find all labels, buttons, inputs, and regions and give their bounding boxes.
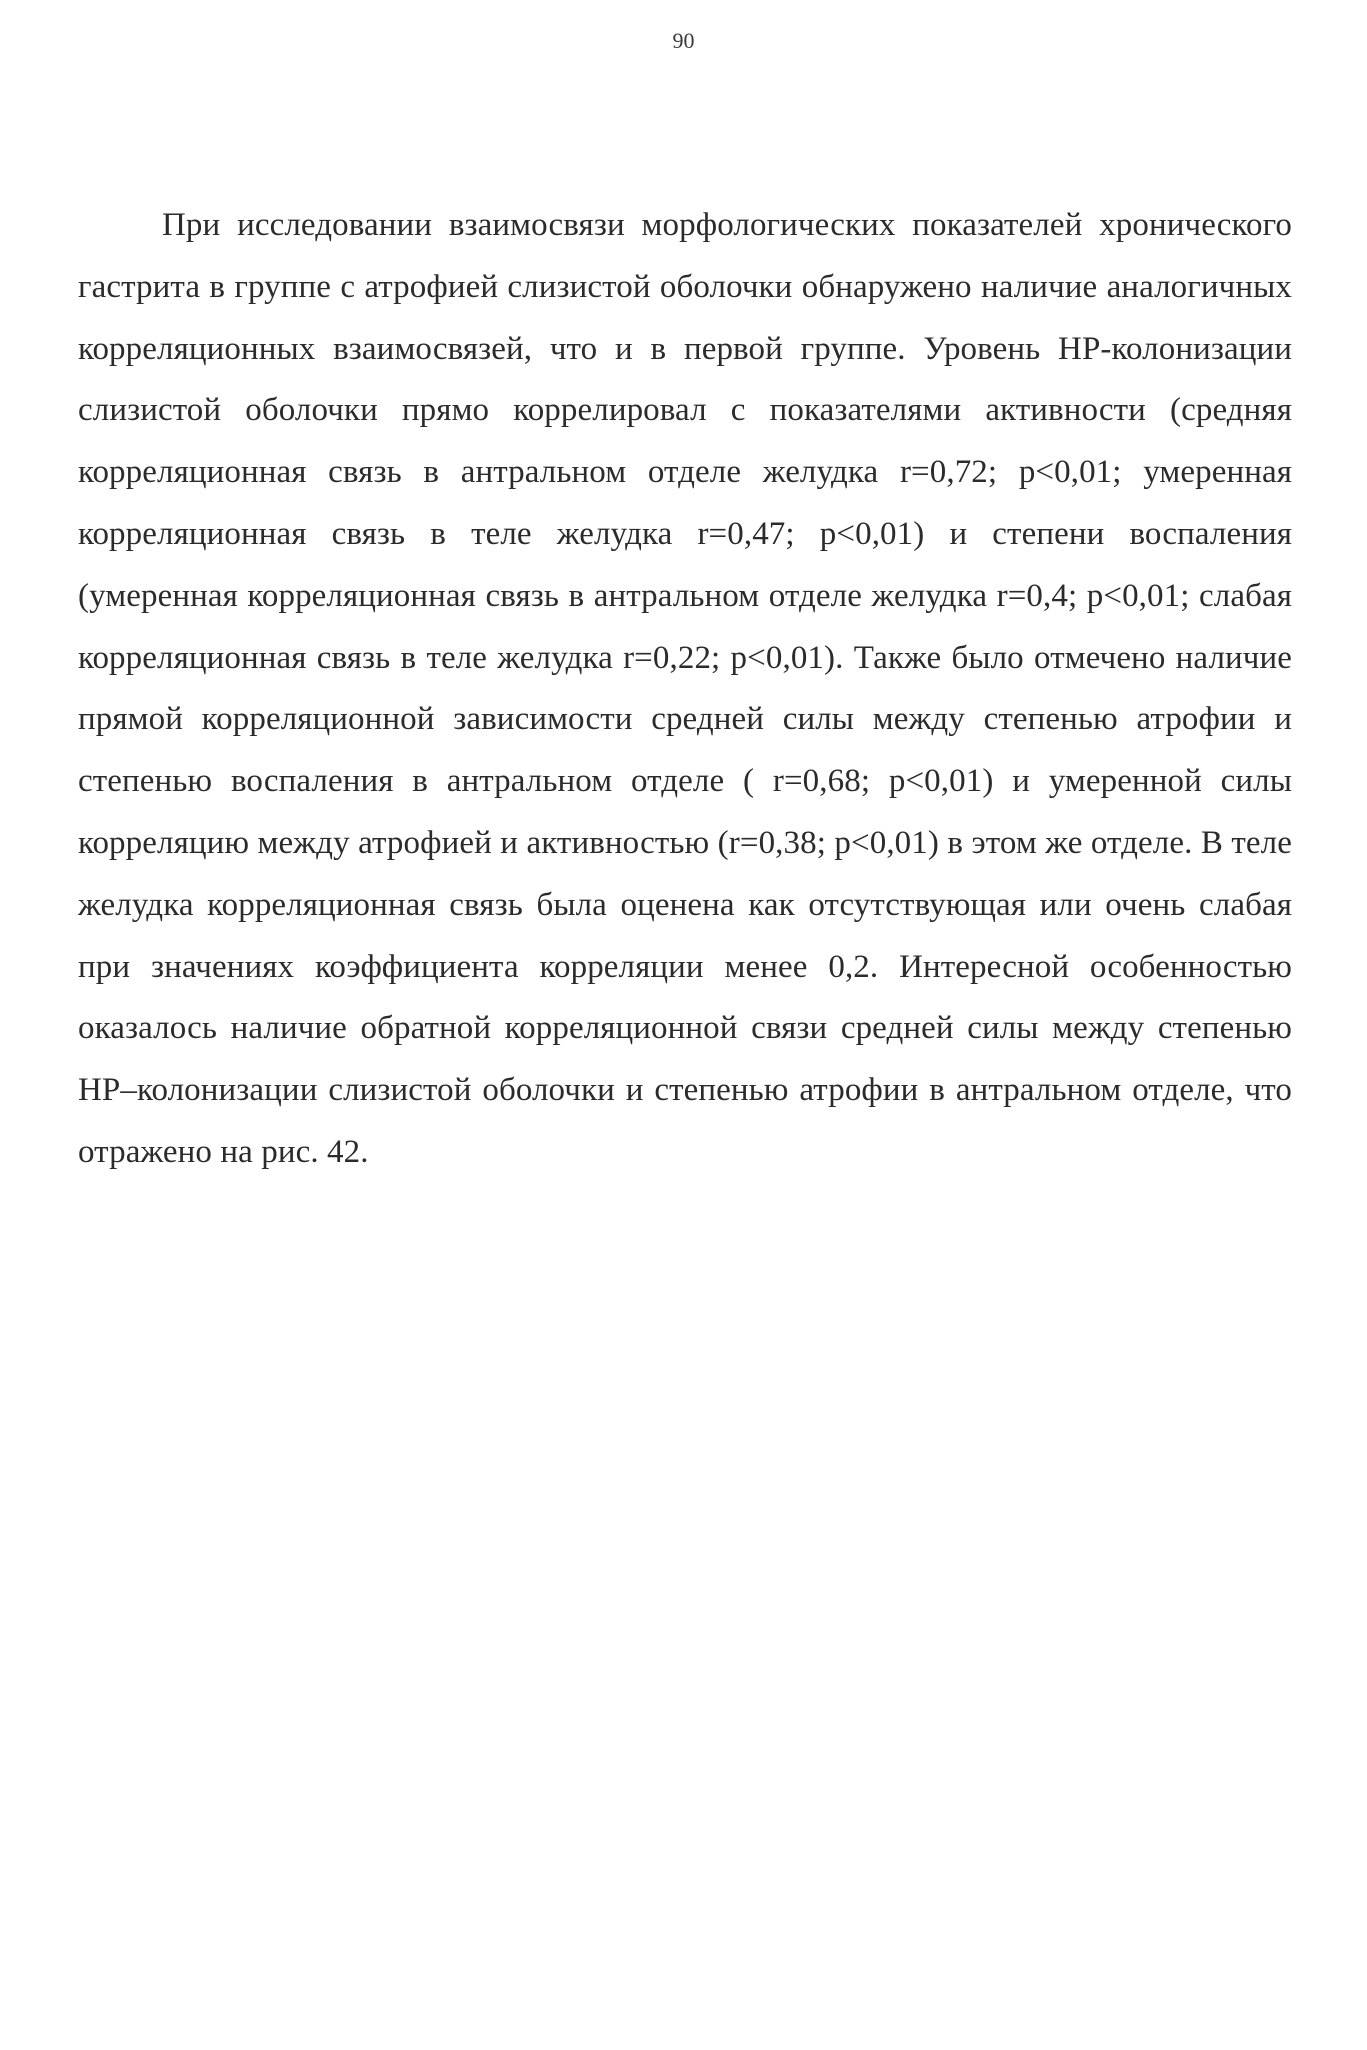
page-number: 90 xyxy=(672,28,695,53)
body-paragraph: При исследовании взаимосвязи морфологических показателей хронического гастрита в группе с атрофией слизистой оболочки обнаружено наличие аналогичных корреляционных взаимосвязей, что и в первой группе. Уровень НР-колонизации слизистой оболочки прямо коррелировал с показателями активности (средняя корреляционная связь в антральном отделе желудка r=0,72; p<0,01; умеренная корреляционная связь в теле желудка r=0,47; p<0,01) и степени воспаления (умеренная корреляционная связь в антральном отделе желудка r=0,4; p<0,01; слабая корреляционная связь в теле желудка r=0,22; p<0,01). Также было отмечено наличие прямой корреляционной зависимости средней силы между степенью атрофии и степенью воспаления в антральном отделе ( r=0,68; p<0,01) и умеренной силы корреляцию между атрофией и активностью (r=0,38; p<0,01) в этом же отделе. В теле желудка корреляционная связь была оценена как отсутствующая или очень слабая при значениях коэффициента корреляции менее 0,2. Интересной особенностью оказалось наличие обратной корреляционной связи средней силы между степенью НР–колонизации слизистой оболочки и степенью атрофии в антральном отделе, что отражено на рис. 42. xyxy=(78,207,1292,1170)
